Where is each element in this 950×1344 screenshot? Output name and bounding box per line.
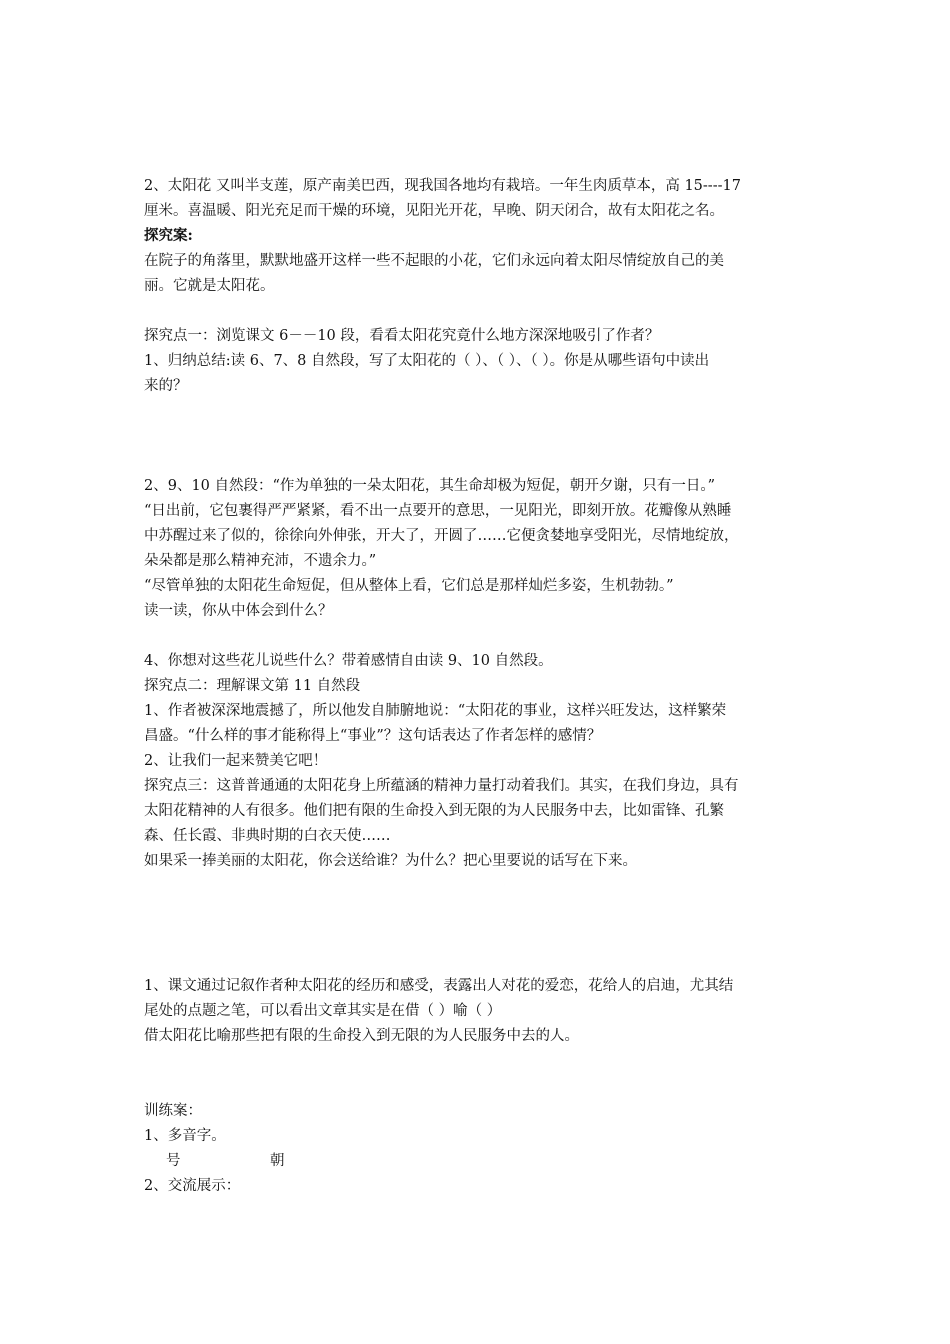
summary-line-3: 借太阳花比喻那些把有限的生命投入到无限的为人民服务中去的人。 (144, 1028, 579, 1044)
point1-q2-line-2: “日出前，它包裹得严严紧紧，看不出一点要开的意思，一见阳光，即刻开放。花瓣像从熟睡 (144, 503, 732, 519)
point1-q2-line-6: 读一读，你从中体会到什么？ (144, 603, 333, 619)
point1-q2-line-5: “尽管单独的太阳花生命短促，但从整体上看，它们总是那样灿烂多姿，生机勃勃。” (144, 578, 674, 594)
polyphone-char-chao: 朝 (270, 1153, 285, 1169)
explore-intro-line-1: 在院子的角落里，默默地盛开这样一些不起眼的小花，它们永远向着太阳尽情绽放自己的美 (144, 253, 724, 269)
point2-title: 探究点二：理解课文第 11 自然段 (144, 678, 361, 694)
point1-q2-line-4: 朵朵都是那么精神充沛，不遗余力。” (144, 553, 377, 569)
intro-line-1: 2、太阳花 又叫半支莲，原产南美巴西，现我国各地均有栽培。一年生肉质草本，高 15----17 (144, 178, 741, 194)
point1-q1-line-1: 1、归纳总结:读 6、7、8 自然段，写了太阳花的（ ）、（ ）、（ ）。你是从哪些语句中读出 (144, 353, 710, 369)
summary-line-1: 1、课文通过记叙作者种太阳花的经历和感受，表露出人对花的爱恋，花给人的启迪，尤其结 (144, 978, 734, 994)
training-item-2: 2、交流展示： (144, 1178, 241, 1194)
summary-line-2: 尾处的点题之笔，可以看出文章其实是在借（ ）喻（ ） (144, 1003, 502, 1019)
training-item-1: 1、多音字。 (144, 1128, 226, 1144)
point3-line-4: 如果采一捧美丽的太阳花，你会送给谁？为什么？把心里要说的话写在下来。 (144, 853, 637, 869)
explore-intro-line-2: 丽。它就是太阳花。 (144, 278, 275, 294)
point3-line-1: 探究点三：这普普通通的太阳花身上所蕴涵的精神力量打动着我们。其实，在我们身边，具有 (144, 778, 739, 794)
intro-line-2: 厘米。喜温暖、阳光充足而干燥的环境，见阳光开花，早晚、阴天闭合，故有太阳花之名。 (144, 203, 724, 219)
point1-title: 探究点一：浏览课文 6－－10 段，看看太阳花究竟什么地方深深地吸引了作者？ (144, 328, 660, 344)
point3-line-3: 森、任长霞、非典时期的白衣天使…… (144, 828, 391, 844)
point1-q4: 4、你想对这些花儿说些什么？带着感情自由读 9、10 自然段。 (144, 653, 553, 669)
point2-q1-line-2: 昌盛。“什么样的事才能称得上“事业”？这句话表达了作者怎样的感情？ (144, 728, 602, 744)
training-heading: 训练案： (144, 1103, 202, 1119)
polyphone-char-hao: 号 (166, 1153, 181, 1169)
explore-heading: 探究案: (144, 227, 193, 244)
point1-q2-line-3: 中苏醒过来了似的，徐徐向外伸张，开大了，开圆了……它便贪婪地享受阳光，尽情地绽放， (144, 528, 739, 544)
point2-q1-line-1: 1、作者被深深地震撼了，所以他发自肺腑地说：“太阳花的事业，这样兴旺发达，这样繁荣 (144, 703, 727, 719)
point3-line-2: 太阳花精神的人有很多。他们把有限的生命投入到无限的为人民服务中去，比如雷锋、孔繁 (144, 803, 724, 819)
point2-q2: 2、让我们一起来赞美它吧！ (144, 753, 328, 769)
point1-q1-line-2: 来的？ (144, 378, 188, 394)
point1-q2-line-1: 2、9、10 自然段：“作为单独的一朵太阳花，其生命却极为短促，朝开夕谢，只有一日。” (144, 478, 716, 494)
